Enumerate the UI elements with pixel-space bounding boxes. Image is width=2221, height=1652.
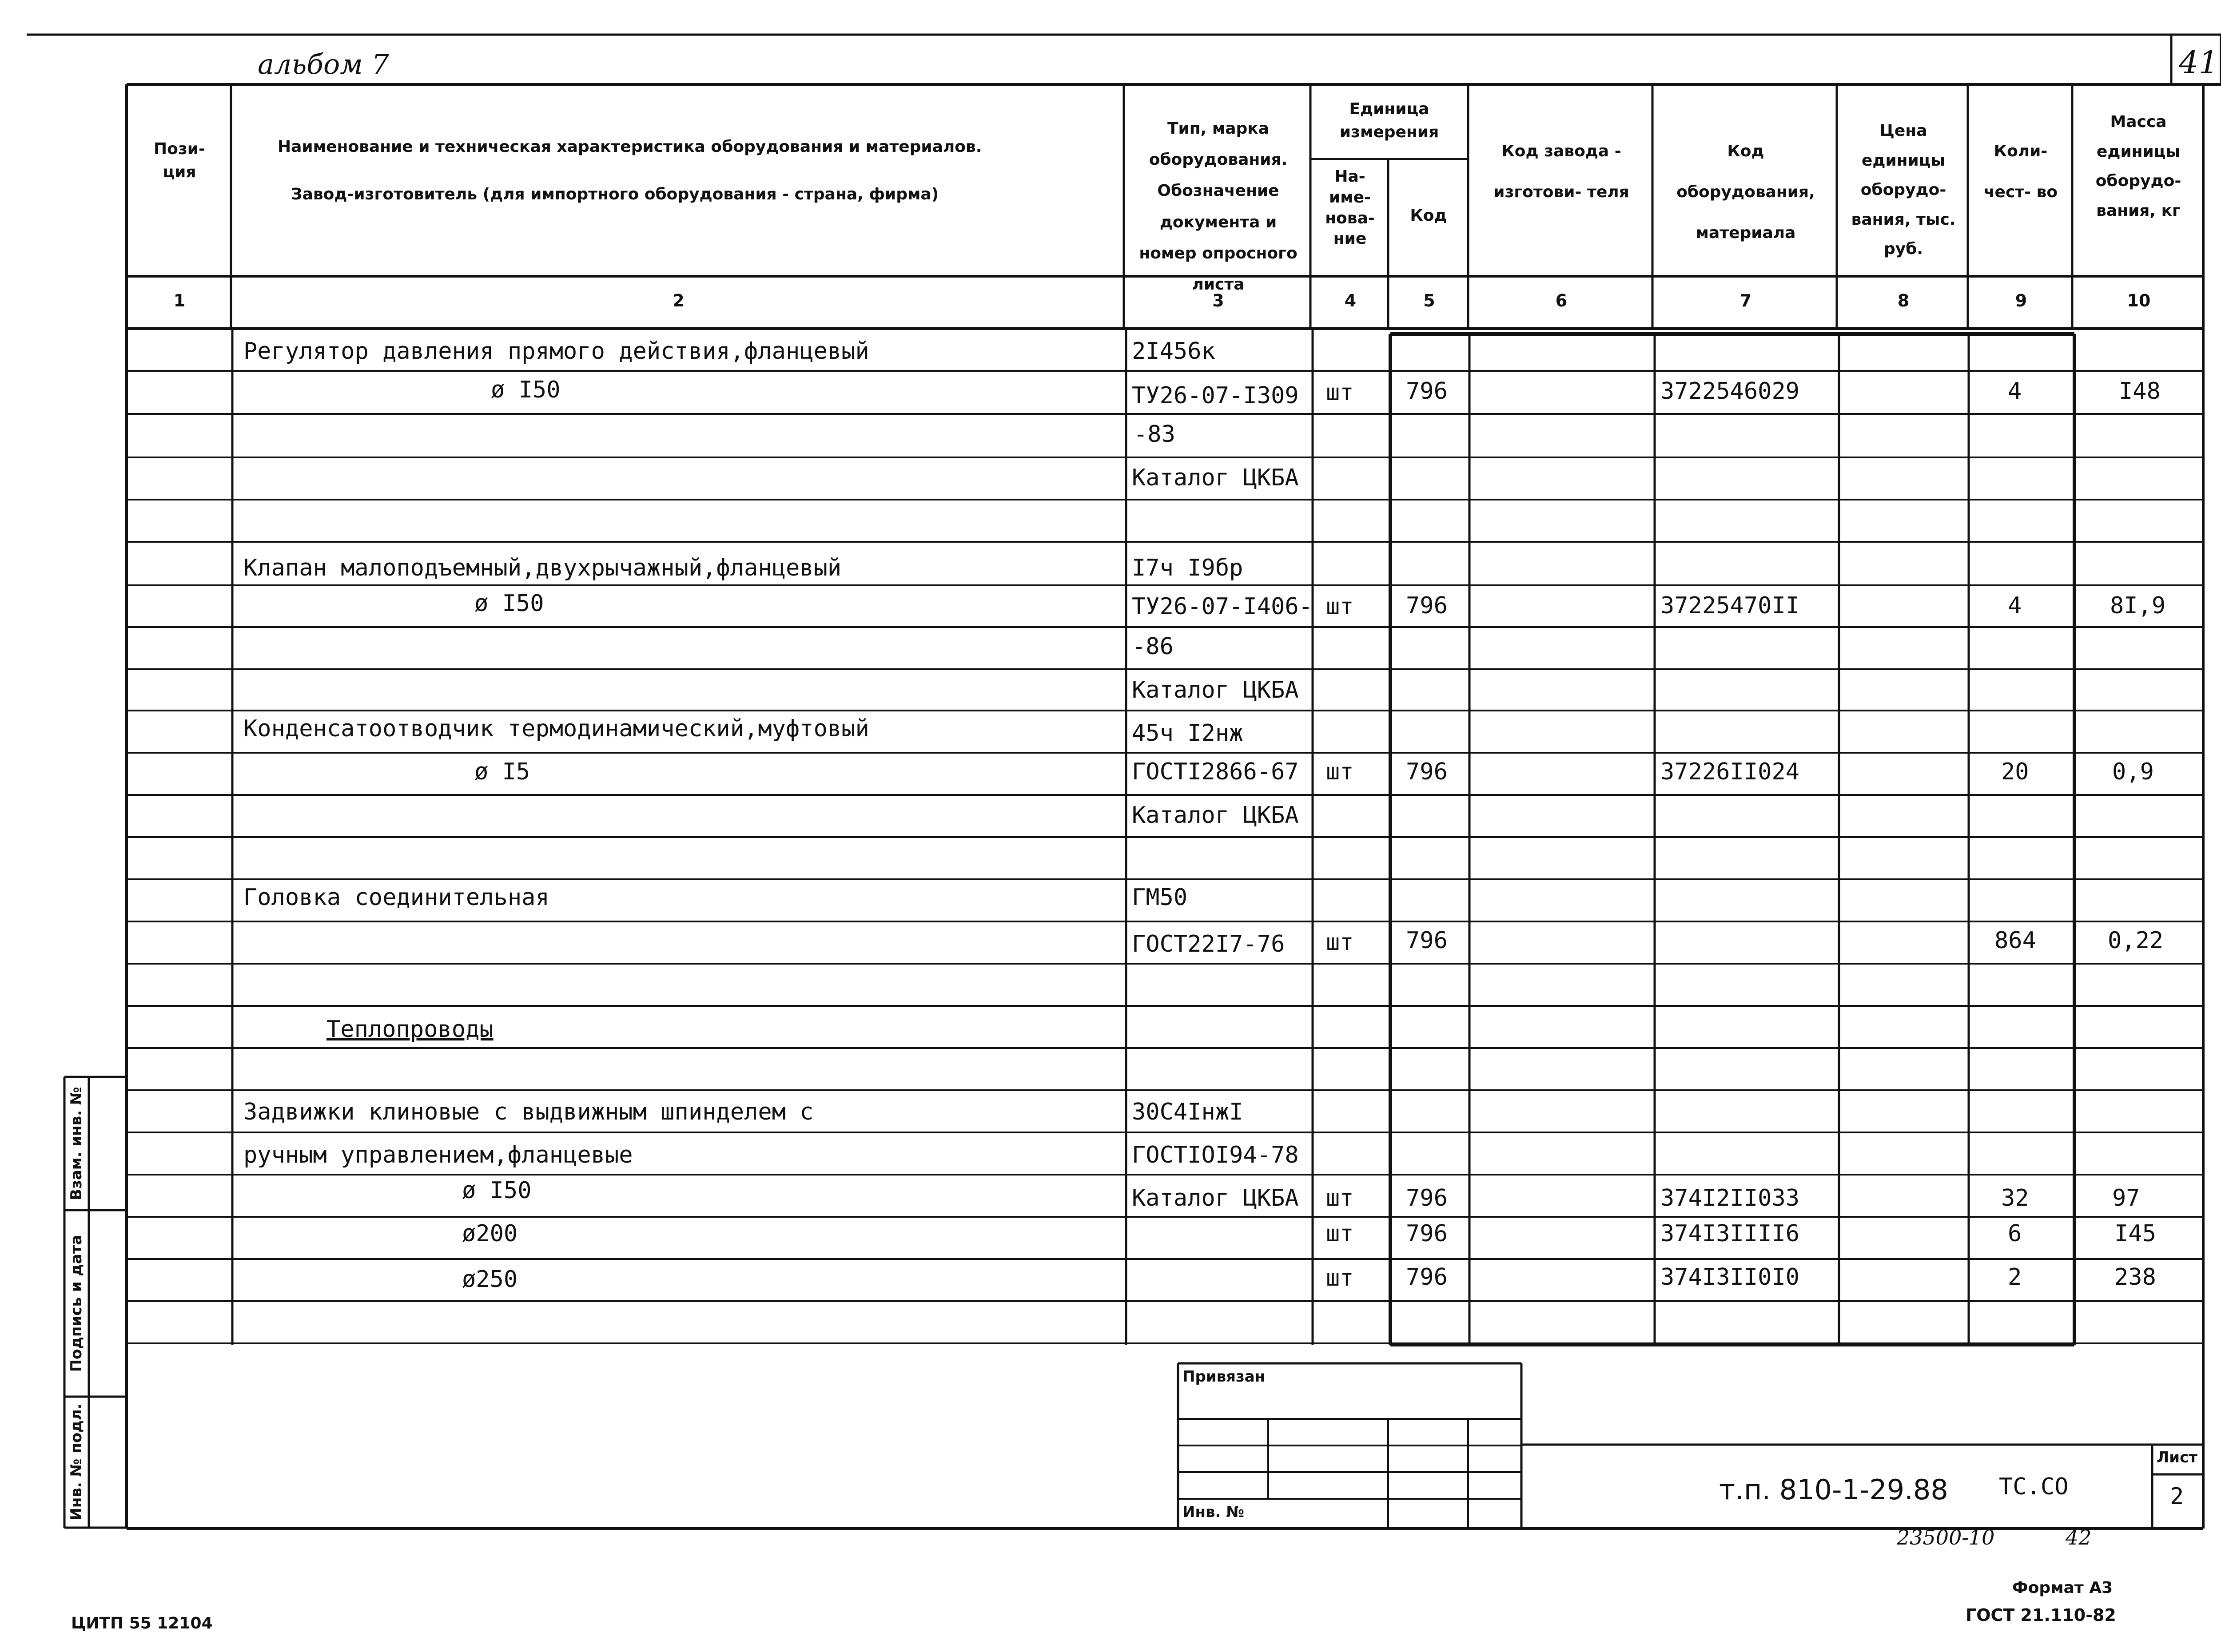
- header-price: Цена единицы оборудо- вания, тыс. руб.: [1851, 122, 1956, 258]
- column-number: 2: [673, 291, 685, 310]
- row-unit: шт: [1326, 1220, 1354, 1247]
- row-equip-code: 37225470II: [1660, 592, 1800, 619]
- row-unit: шт: [1326, 929, 1354, 956]
- column-number: 6: [1555, 291, 1568, 310]
- column-number: 1: [173, 291, 186, 310]
- column-number: 10: [2127, 291, 2151, 310]
- gost-label: ГОСТ 21.110-82: [1966, 1605, 2116, 1625]
- row-type: Каталог ЦКБА: [1132, 677, 1299, 703]
- row-item-name: Клапан малоподъемный,двухрычажный,фланцевый: [243, 555, 842, 581]
- row-qty: 4: [2008, 378, 2022, 405]
- row-equip-code: 37226II024: [1660, 758, 1800, 785]
- row-type: ТУ26-07-I406-: [1132, 593, 1313, 620]
- row-unit-code: 796: [1406, 378, 1448, 405]
- row-qty: 2: [2008, 1264, 2022, 1291]
- stamp-privyazan: Привязан: [1182, 1368, 1266, 1386]
- header-maker-code: Код завода - изготови- теля: [1493, 142, 1629, 201]
- sheet-number: 2: [2170, 1483, 2184, 1510]
- row-equip-code: 374I2II033: [1660, 1185, 1800, 1211]
- header-unit: Единица измерения: [1339, 100, 1439, 142]
- header-mass: Масса единицы оборудо- вания, кг: [2095, 113, 2181, 220]
- row-item-name: ручным управлением,фланцевые: [243, 1142, 633, 1168]
- row-type: -86: [1132, 633, 1174, 660]
- row-type: ГОСТI2866-67: [1132, 758, 1299, 785]
- row-mass: 0,9: [2112, 758, 2154, 785]
- row-item-name: ø I50: [474, 590, 544, 617]
- row-type: Каталог ЦКБА: [1132, 465, 1299, 491]
- row-equip-code: 374I3II0I0: [1660, 1264, 1800, 1291]
- header-position: Пози- ция: [154, 140, 205, 182]
- row-item-name: ø200: [462, 1220, 518, 1247]
- row-unit: шт: [1326, 758, 1354, 785]
- header-unit-name: На- име- нова- ние: [1325, 167, 1375, 248]
- row-mass: I48: [2119, 378, 2161, 405]
- row-item-name: ø I50: [462, 1177, 532, 1204]
- row-unit-code: 796: [1406, 592, 1448, 619]
- doc-mark: ТС.СО: [1999, 1473, 2069, 1500]
- row-type: 45ч I2нж: [1132, 720, 1243, 747]
- row-unit-code: 796: [1406, 1220, 1448, 1247]
- row-mass: 238: [2114, 1264, 2156, 1291]
- row-unit-code: 796: [1406, 758, 1448, 785]
- row-item-name: Конденсатоотводчик термодинамический,муфтовый: [243, 715, 869, 742]
- row-equip-code: 3722546029: [1660, 378, 1800, 405]
- row-unit: шт: [1326, 1265, 1354, 1291]
- row-unit: шт: [1326, 1185, 1354, 1211]
- album-label: альбом 7: [258, 48, 389, 80]
- side-label-replacement: Взам. инв. №: [68, 1087, 85, 1200]
- header-qty: Коли- чест- во: [1983, 142, 2058, 201]
- header-unit-code: Код: [1410, 206, 1447, 225]
- doc-code: т.п. 810-1-29.88: [1719, 1473, 1948, 1506]
- row-type: ГОСТ22I7-76: [1132, 931, 1285, 957]
- sheet-corner-number: 41: [2179, 44, 2219, 81]
- row-type: ГМ50: [1132, 884, 1188, 911]
- row-qty: 864: [1994, 927, 2036, 954]
- side-label-original-inv: Инв. № подл.: [68, 1403, 85, 1521]
- column-number: 3: [1212, 291, 1224, 310]
- row-unit-code: 796: [1406, 1185, 1448, 1211]
- row-item-name: ø250: [462, 1266, 518, 1293]
- row-item-name: Задвижки клиновые с выдвижным шпинделем с: [243, 1099, 814, 1125]
- row-item-name: Головка соединительная: [243, 884, 549, 911]
- row-qty: 6: [2008, 1220, 2022, 1247]
- column-number: 8: [1897, 291, 1910, 310]
- row-unit-code: 796: [1406, 1264, 1448, 1291]
- stamp-inv-no: Инв. №: [1182, 1503, 1245, 1521]
- row-qty: 4: [2008, 592, 2022, 619]
- row-type: -83: [1134, 421, 1175, 448]
- row-unit: шт: [1326, 379, 1354, 406]
- side-label-signature: Подпись и дата: [68, 1235, 85, 1372]
- archive-page: 42: [2066, 1525, 2092, 1549]
- row-qty: 20: [2001, 758, 2029, 785]
- header-type: Тип, марка оборудования. Обозначение документа и номер опросного листа: [1139, 119, 1298, 294]
- row-type: I7ч I9бр: [1132, 555, 1243, 581]
- column-number: 4: [1344, 291, 1357, 310]
- row-unit: шт: [1326, 593, 1354, 620]
- row-mass: 8I,9: [2110, 592, 2166, 619]
- header-name: Наименование и техническая характеристика оборудования и материалов.: [278, 138, 982, 156]
- row-item-name: Регулятор давления прямого действия,фланцевый: [243, 338, 869, 365]
- row-equip-code: 374I3IIII6: [1660, 1220, 1800, 1247]
- row-type: 2I456к: [1132, 338, 1215, 365]
- format-label: Формат А3: [2012, 1579, 2113, 1597]
- publisher-label: ЦИТП 55 12104: [71, 1614, 213, 1632]
- row-type: ТУ26-07-I309: [1132, 382, 1299, 409]
- column-number: 5: [1423, 291, 1435, 310]
- sheet-label: Лист: [2157, 1449, 2197, 1466]
- section-heading: Теплопроводы: [326, 1016, 494, 1043]
- header-manufacturer: Завод-изготовитель (для импортного оборудования - страна, фирма): [291, 185, 939, 203]
- column-number: 7: [1739, 291, 1752, 310]
- row-mass: 97: [2112, 1185, 2140, 1211]
- column-number: 9: [2015, 291, 2027, 310]
- archive-number: 23500-10: [1897, 1525, 1995, 1549]
- row-type: Каталог ЦКБА: [1132, 802, 1299, 829]
- row-type: 30С4IнжI: [1132, 1099, 1243, 1125]
- row-mass: 0,22: [2108, 927, 2164, 954]
- row-qty: 32: [2001, 1185, 2029, 1211]
- row-unit-code: 796: [1406, 927, 1448, 954]
- row-item-name: ø I5: [474, 758, 530, 785]
- row-type: Каталог ЦКБА: [1132, 1185, 1299, 1211]
- header-equip-code: Код оборудования, материала: [1676, 142, 1815, 242]
- row-mass: I45: [2114, 1220, 2156, 1247]
- row-item-name: ø I50: [491, 377, 561, 403]
- row-type: ГОСТIOI94-78: [1132, 1142, 1299, 1168]
